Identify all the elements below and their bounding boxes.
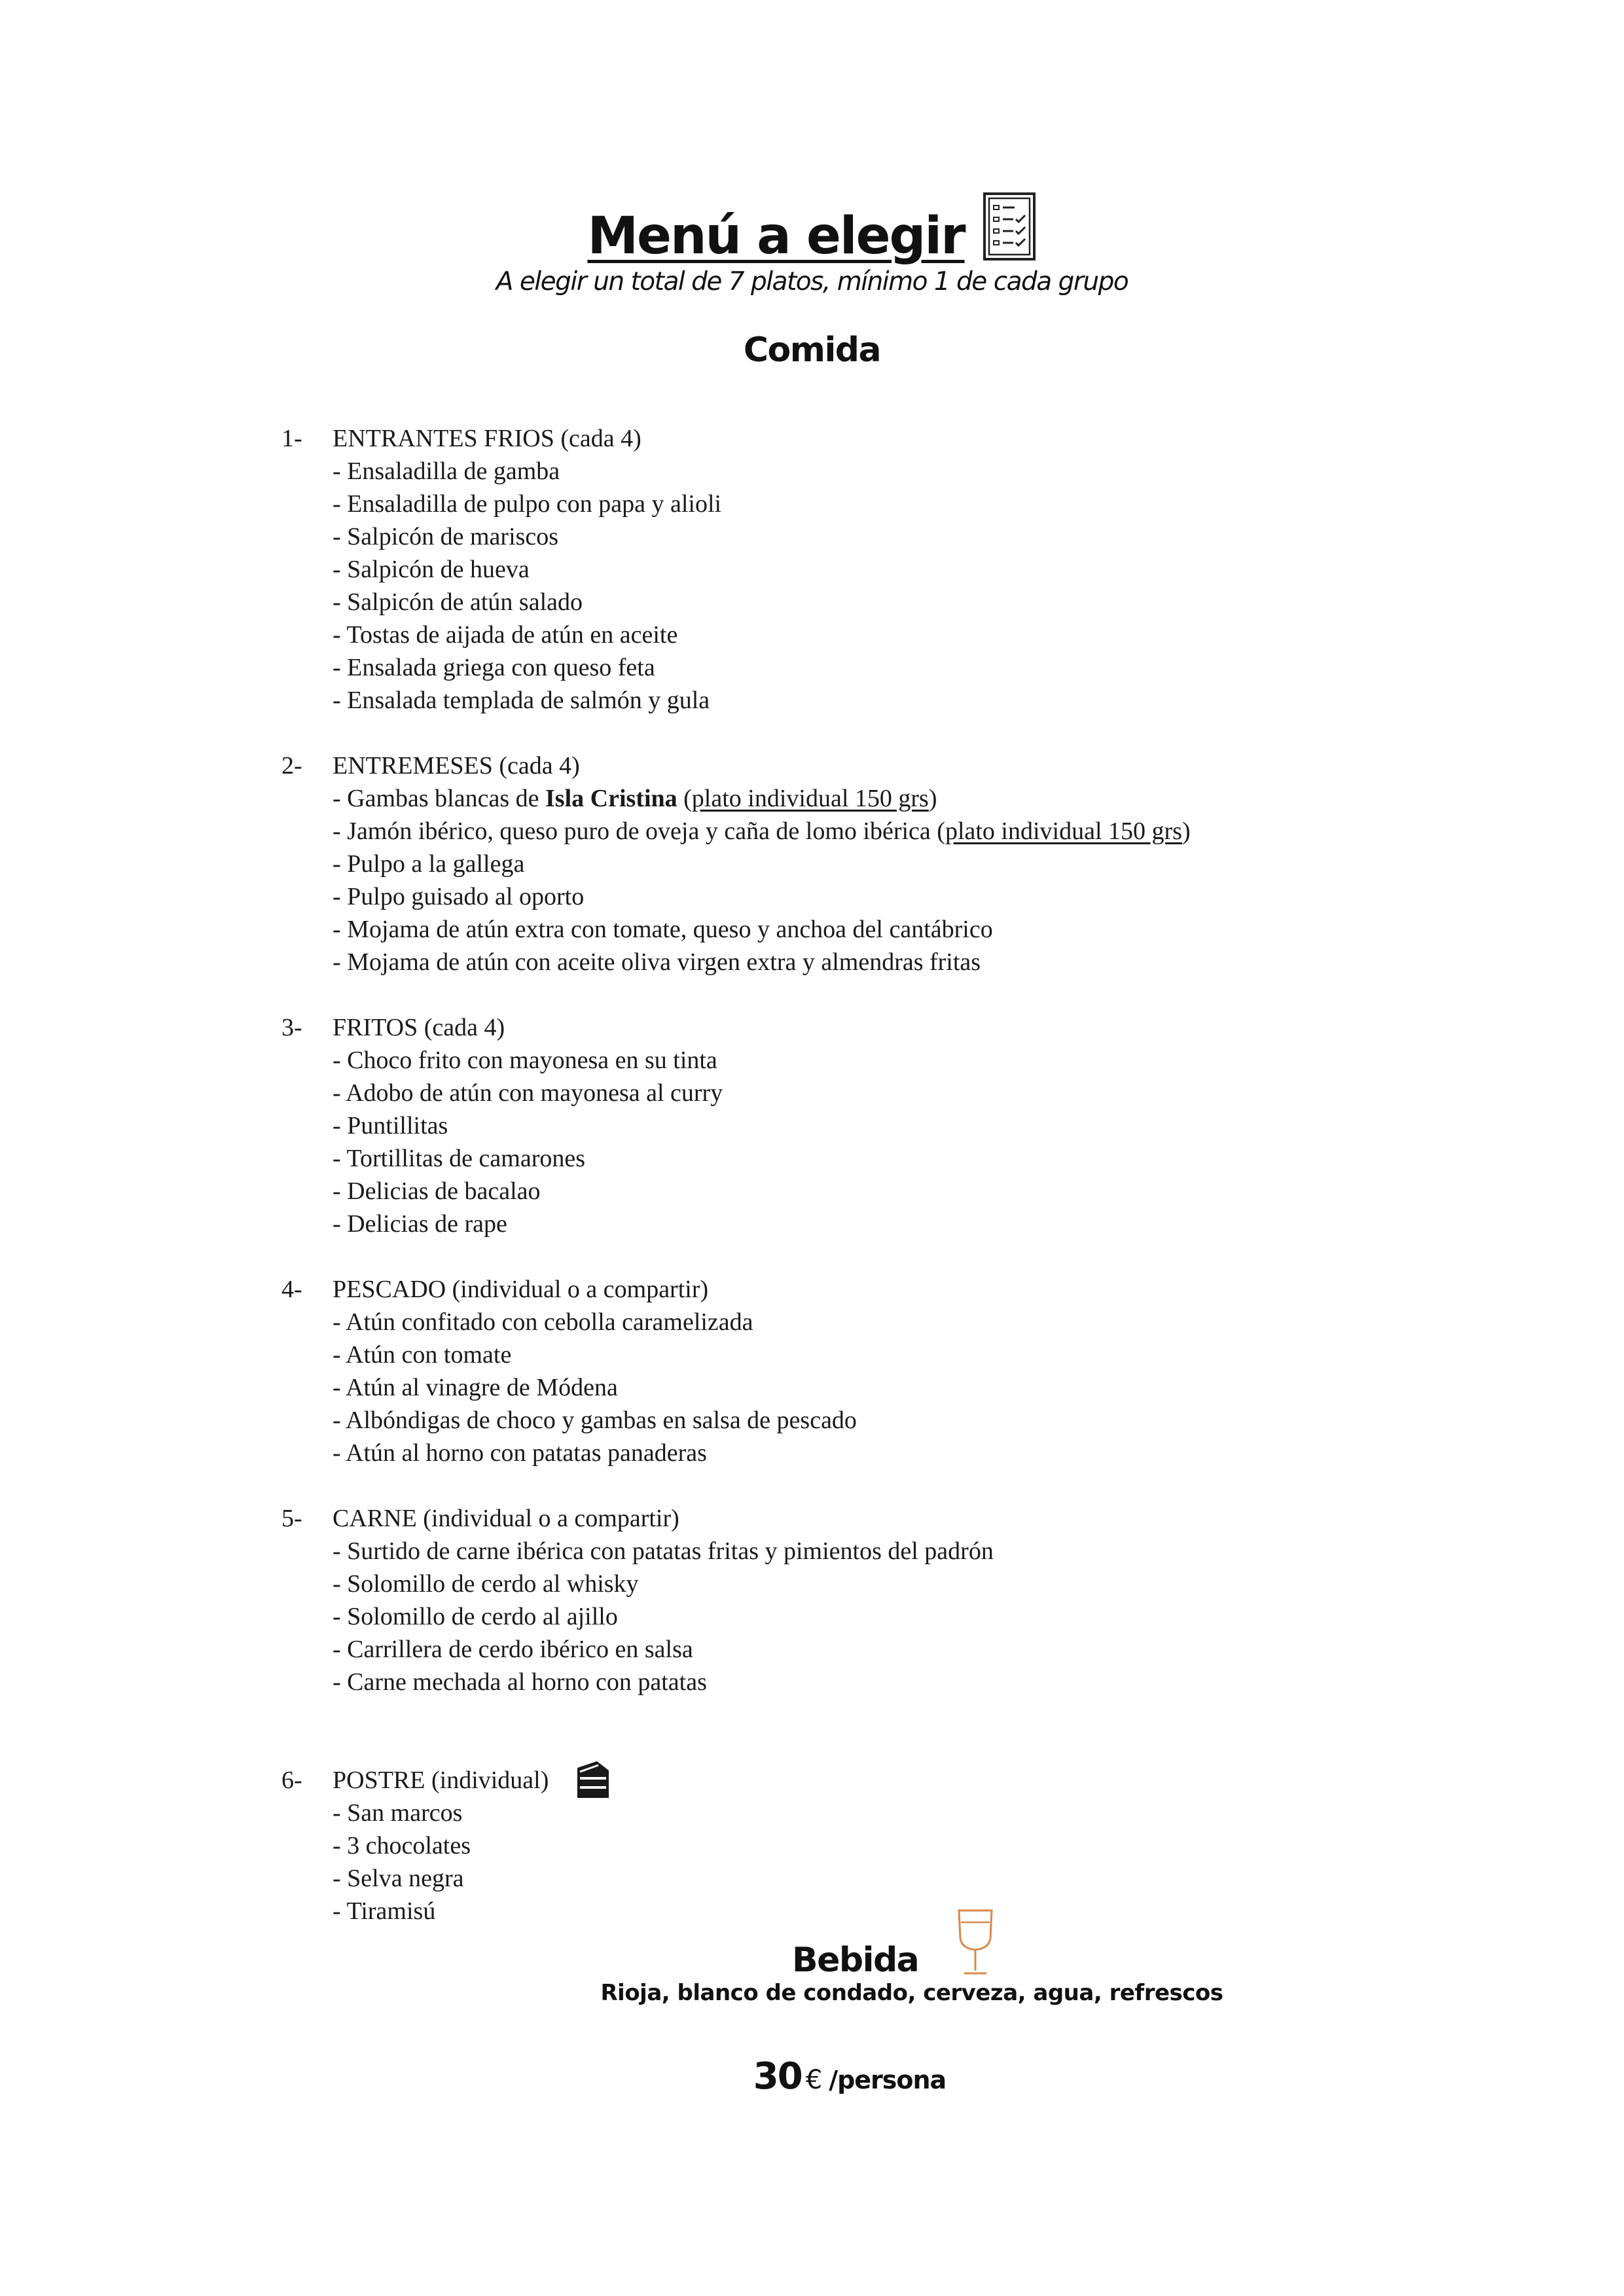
menu-group-fritos bbox=[281, 1011, 1394, 1240]
list-item: - Atún confitado con cebolla caramelizada bbox=[333, 1308, 753, 1336]
group-label: ENTREMESES (cada 4) bbox=[333, 752, 580, 780]
page-title: Menú a elegir bbox=[587, 207, 965, 266]
food-heading: Comida bbox=[743, 331, 881, 370]
item-text: ( bbox=[677, 785, 692, 812]
cake-slice-icon bbox=[575, 1759, 611, 1802]
list-item: - Atún con tomate bbox=[333, 1341, 512, 1369]
list-item: - Albóndigas de choco y gambas en salsa de pescado bbox=[333, 1407, 857, 1434]
group-number: 2- bbox=[281, 752, 302, 780]
drinks-heading: Bebida bbox=[792, 1941, 919, 1980]
menu-group-pescado bbox=[281, 1273, 1394, 1469]
item-portion-note: plato individual 150 grs bbox=[945, 817, 1182, 845]
menu-group-carne bbox=[281, 1502, 1394, 1698]
group-number: 3- bbox=[281, 1014, 302, 1041]
group-number: 4- bbox=[281, 1276, 302, 1303]
list-item: - Salpicón de atún salado bbox=[333, 588, 583, 616]
list-item: - Salpicón de hueva bbox=[333, 556, 530, 583]
item-portion-note: plato individual 150 grs bbox=[691, 785, 929, 812]
group-title bbox=[281, 422, 1394, 455]
list-item: - 3 chocolates bbox=[333, 1832, 471, 1859]
group-label: CARNE (individual o a compartir) bbox=[333, 1505, 679, 1532]
list-item: - Tiramisú bbox=[333, 1897, 436, 1925]
list-item: - Ensaladilla de pulpo con papa y alioli bbox=[333, 490, 722, 518]
list-item: - Salpicón de mariscos bbox=[333, 523, 559, 550]
menu-group-entrantes bbox=[281, 422, 1394, 717]
list-item: - Carrillera de cerdo ibérico en salsa bbox=[333, 1636, 693, 1663]
menu-list bbox=[281, 422, 1394, 1960]
list-item: - Mojama de atún extra con tomate, queso y anchoa del cantábrico bbox=[333, 916, 993, 943]
group-title bbox=[281, 1502, 1394, 1535]
list-item: - Pulpo guisado al oporto bbox=[333, 883, 585, 910]
list-item: - Carne mechada al horno con patatas bbox=[333, 1668, 707, 1696]
list-item: - Ensalada templada de salmón y gula bbox=[333, 687, 710, 714]
group-label: FRITOS (cada 4) bbox=[333, 1014, 505, 1041]
menu-group-entremeses bbox=[281, 749, 1394, 978]
list-item: - Puntillitas bbox=[333, 1112, 448, 1139]
checklist-icon bbox=[982, 191, 1037, 262]
list-item: - Solomillo de cerdo al whisky bbox=[333, 1570, 639, 1598]
list-item bbox=[281, 782, 1394, 815]
group-title bbox=[281, 1273, 1394, 1306]
list-item: - Atún al vinagre de Módena bbox=[333, 1374, 618, 1401]
list-item bbox=[281, 815, 1394, 848]
list-item: - Pulpo a la gallega bbox=[333, 850, 525, 878]
list-item: - San marcos bbox=[333, 1799, 463, 1827]
list-item: - Atún al horno con patatas panaderas bbox=[333, 1439, 707, 1467]
title-row bbox=[0, 177, 1624, 266]
item-text: ) bbox=[1182, 817, 1191, 845]
list-item: - Selva negra bbox=[333, 1865, 464, 1892]
group-label: POSTRE (individual) bbox=[333, 1767, 549, 1794]
group-title bbox=[281, 749, 1394, 782]
item-text: - Gambas blancas de bbox=[333, 785, 545, 812]
list-item: - Solomillo de cerdo al ajillo bbox=[333, 1603, 618, 1630]
list-item: - Ensaladilla de gamba bbox=[333, 457, 560, 485]
wine-glass-icon bbox=[955, 1908, 996, 1977]
list-item: - Choco frito con mayonesa en su tinta bbox=[333, 1047, 717, 1074]
list-item: - Delicias de rape bbox=[333, 1210, 507, 1238]
list-item: - Tostas de aijada de atún en aceite bbox=[333, 621, 678, 649]
group-title bbox=[281, 1764, 1394, 1797]
page-subtitle: A elegir un total de 7 platos, mínimo 1 de cada grupo bbox=[496, 267, 1128, 296]
price-unit: /persona bbox=[829, 2066, 947, 2094]
group-number: 6- bbox=[281, 1767, 302, 1794]
group-label: ENTRANTES FRIOS (cada 4) bbox=[333, 425, 641, 452]
list-item: - Mojama de atún con aceite oliva virgen extra y almendras fritas bbox=[333, 948, 981, 976]
price-currency: € bbox=[805, 2065, 823, 2095]
list-item: - Delicias de bacalao bbox=[333, 1177, 541, 1205]
item-highlight: Isla Cristina bbox=[545, 785, 677, 812]
price bbox=[0, 2055, 1624, 2098]
item-text: ) bbox=[928, 785, 937, 812]
drinks-list: Rioja, blanco de condado, cerveza, agua, refrescos bbox=[600, 1980, 1223, 2006]
price-amount: 30 bbox=[753, 2055, 802, 2098]
drinks-heading-row bbox=[792, 1908, 996, 1980]
list-item: - Surtido de carne ibérica con patatas fritas y pimientos del padrón bbox=[333, 1537, 994, 1565]
item-text: - Jamón ibérico, queso puro de oveja y caña de lomo ibérica ( bbox=[333, 817, 945, 845]
group-label: PESCADO (individual o a compartir) bbox=[333, 1276, 709, 1303]
list-item: - Adobo de atún con mayonesa al curry bbox=[333, 1079, 723, 1107]
group-number: 1- bbox=[281, 425, 302, 452]
list-item: - Ensalada griega con queso feta bbox=[333, 654, 655, 681]
list-item: - Tortillitas de camarones bbox=[333, 1145, 586, 1172]
group-number: 5- bbox=[281, 1505, 302, 1532]
menu-group-postre bbox=[281, 1764, 1394, 1928]
group-title bbox=[281, 1011, 1394, 1044]
